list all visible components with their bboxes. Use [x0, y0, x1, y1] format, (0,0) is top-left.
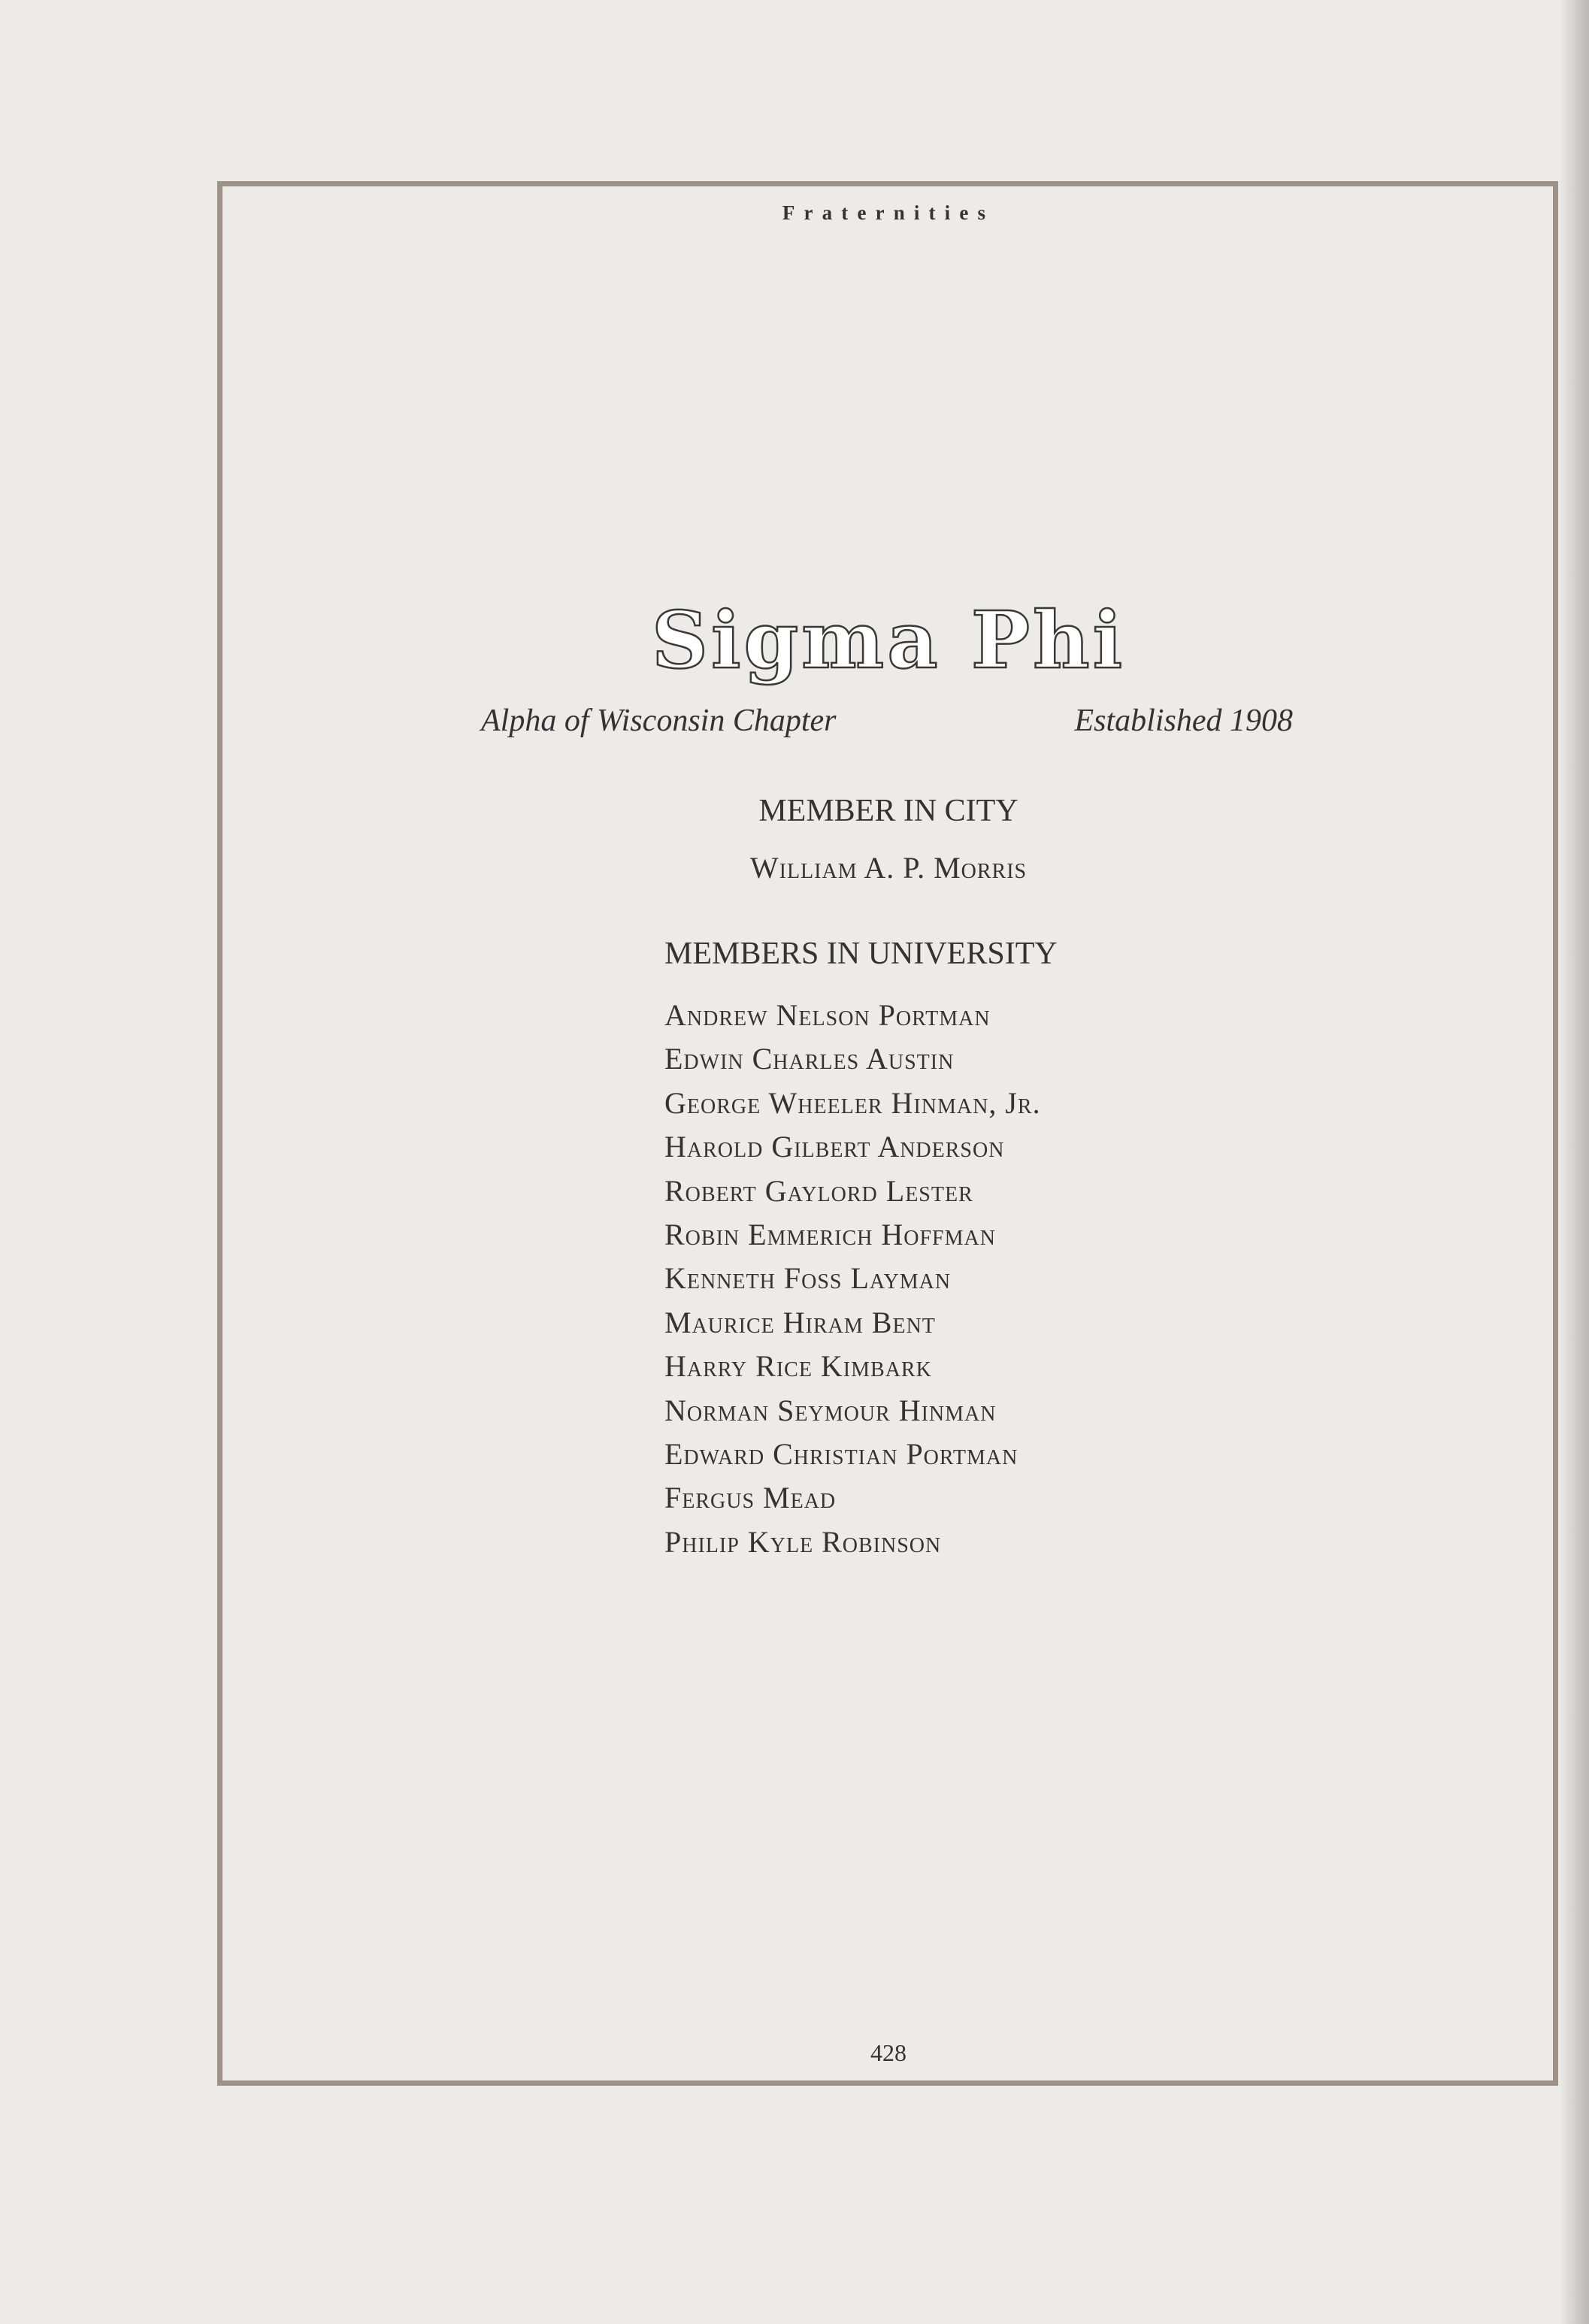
established-date: Established 1908 [1074, 704, 1293, 738]
list-item: Fergus Mead [664, 1481, 837, 1515]
list-item: Norman Seymour Hinman [664, 1393, 997, 1427]
list-item: Kenneth Foss Layman [664, 1261, 952, 1296]
page-title: Sigma Phi [651, 594, 1126, 686]
list-item: George Wheeler Hinman, Jr. [664, 1085, 1041, 1120]
city-section-heading: MEMBER IN CITY [758, 794, 1018, 828]
university-member-list [664, 994, 1041, 1564]
list-item: Robin Emmerich Hoffman [664, 1218, 996, 1252]
list-item: Robert Gaylord Lester [664, 1173, 973, 1208]
list-item: Andrew Nelson Portman [664, 998, 991, 1032]
list-item: Harold Gilbert Anderson [664, 1130, 1005, 1164]
university-section-heading: MEMBERS IN UNIVERSITY [664, 937, 1058, 971]
list-item: Maurice Hiram Bent [664, 1305, 936, 1339]
page-number: 428 [870, 2039, 906, 2066]
list-item: Philip Kyle Robinson [664, 1524, 942, 1559]
list-item: Harry Rice Kimbark [664, 1349, 932, 1384]
list-item: Edwin Charles Austin [664, 1042, 955, 1076]
city-member-name: William A. P. Morris [749, 851, 1028, 885]
running-head: Fraternities [782, 201, 995, 224]
list-item: Edward Christian Portman [664, 1437, 1018, 1472]
chapter-name: Alpha of Wisconsin Chapter [481, 704, 837, 738]
page-edge-shadow [1559, 0, 1589, 2324]
